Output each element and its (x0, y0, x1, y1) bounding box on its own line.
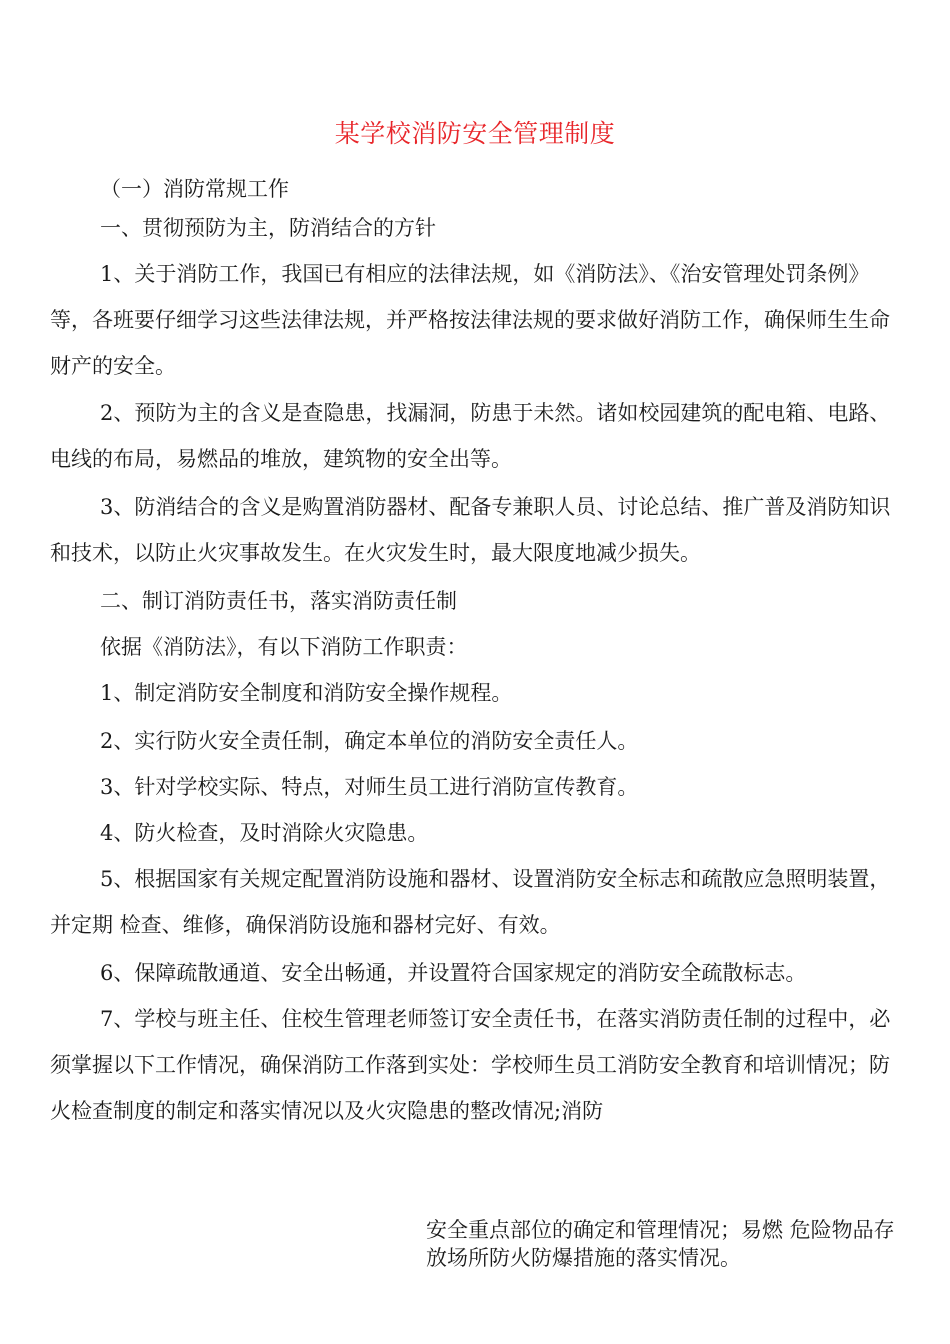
footer-note: 安全重点部位的确定和管理情况；易燃 危险物品存放场所防火防爆措施的落实情况。 (426, 1218, 895, 1270)
section-heading: （一）消防常规工作 (100, 177, 289, 201)
part2-item-2: 2、实行防火安全责任制，确定本单位的消防安全责任人。 (100, 729, 639, 753)
part2-item-4: 4、防火检查，及时消除火灾隐患。 (100, 821, 429, 845)
part2-item-1: 1、制定消防安全制度和消防安全操作规程。 (100, 681, 513, 705)
part2-item-5: 5、根据国家有关规定配置消防设施和器材、设置消防安全标志和疏散应急照明装置，并定期 检查、维修，确保消防设施和器材完好、有效。 (50, 867, 891, 937)
part2-heading: 二、制订消防责任书，落实消防责任制 (100, 589, 457, 613)
part2-item-7: 7、学校与班主任、住校生管理老师签订安全责任书，在落实消防责任制的过程中，必须掌握以下工作情况，确保消防工作落到实处：学校师生员工消防安全教育和培训情况；防火检查制度的制定和落实情况以及火灾隐患的整改情况;消防 (50, 1007, 891, 1123)
part2-item-6: 6、保障疏散通道、安全出畅通，并设置符合国家规定的消防安全疏散标志。 (100, 961, 807, 985)
part2-item-3: 3、针对学校实际、特点，对师生员工进行消防宣传教育。 (100, 775, 639, 799)
part1-item-1: 1、关于消防工作，我国已有相应的法律法规，如《消防法》、《治安管理处罚条例》等，各班要仔细学习这些法律法规，并严格按法律法规的要求做好消防工作，确保师生生命财产的安全。 (50, 262, 890, 378)
part1-item-2: 2、预防为主的含义是查隐患，找漏洞，防患于未然。诸如校园建筑的配电箱、电路、电线的布局，易燃品的堆放，建筑物的安全出等。 (50, 401, 891, 471)
part2-intro: 依据《消防法》，有以下消防工作职责： (100, 635, 468, 659)
part1-item-3: 3、防消结合的含义是购置消防器材、配备专兼职人员、讨论总结、推广普及消防知识和技术，以防止火灾事故发生。在火灾发生时，最大限度地减少损失。 (50, 495, 891, 565)
document-title: 某学校消防安全管理制度 (334, 119, 616, 148)
part1-heading: 一、贯彻预防为主，防消结合的方针 (100, 216, 436, 240)
